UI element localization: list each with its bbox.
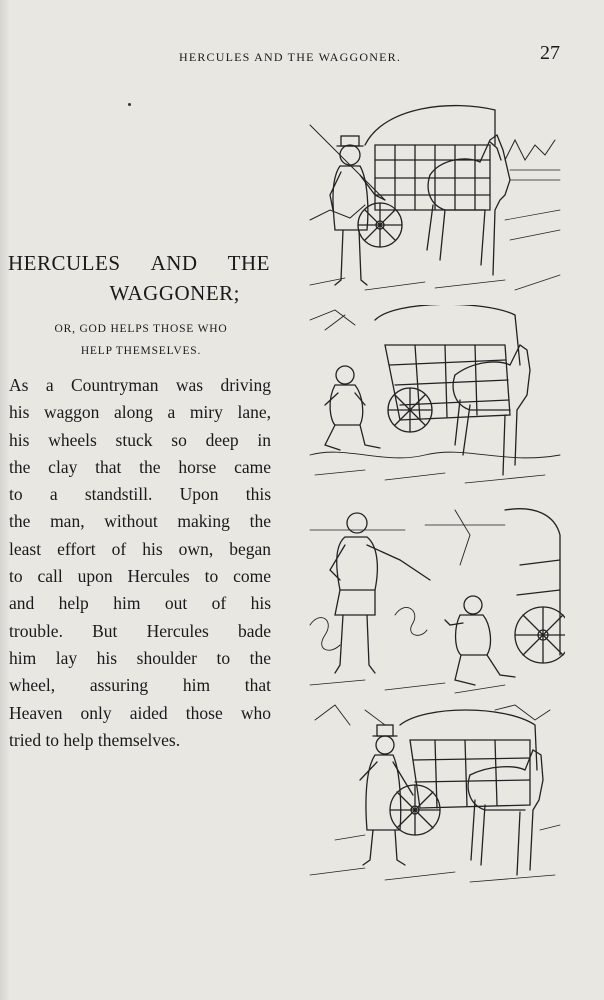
body-line: Heaven only aided those who [9,702,271,723]
title-line-2: WAGGONER; [109,281,240,305]
body-line: wheel, assuring him that [9,675,271,696]
body-line: and help him out of his [9,593,271,614]
illustration-countryman-driving-waggon [305,100,565,300]
running-head: HERCULES AND THE WAGGONER. [178,50,402,64]
fable-body [9,372,271,754]
body-line: trouble. But Hercules bade [9,620,271,641]
body-line: his wheels stuck so deep in [9,429,271,450]
body-line: him lay his shoulder to the [9,647,271,668]
body-line: least effort of his own, began [9,538,271,559]
ink-speck [128,103,131,106]
title-word-3: THE [227,251,270,275]
body-line: to call upon Hercules to come [9,566,271,587]
fable-title [8,248,270,308]
body-line: As a Countryman was driving [9,375,271,395]
fable-subtitle [10,318,272,362]
subtitle-line-1: OR, GOD HELPS THOSE WHO [54,323,228,335]
title-word-1: HERCULES [8,251,121,275]
body-line: his waggon along a miry lane, [9,402,271,423]
body-line: the clay that the horse came [9,456,271,477]
page-number: 27 [540,42,560,64]
illustration-waggon-stuck-in-mud [305,305,565,500]
illustration-countryman-pushing-wheel [305,700,565,890]
body-line: tried to help themselves. [9,729,181,750]
body-line: to a standstill. Upon this [9,484,271,505]
title-word-2: AND [150,251,198,275]
illustration-hercules-appears [305,505,565,700]
subtitle-line-2: HELP THEMSELVES. [80,345,202,357]
body-line: the man, without making the [9,511,271,532]
illustration-column [305,100,575,890]
